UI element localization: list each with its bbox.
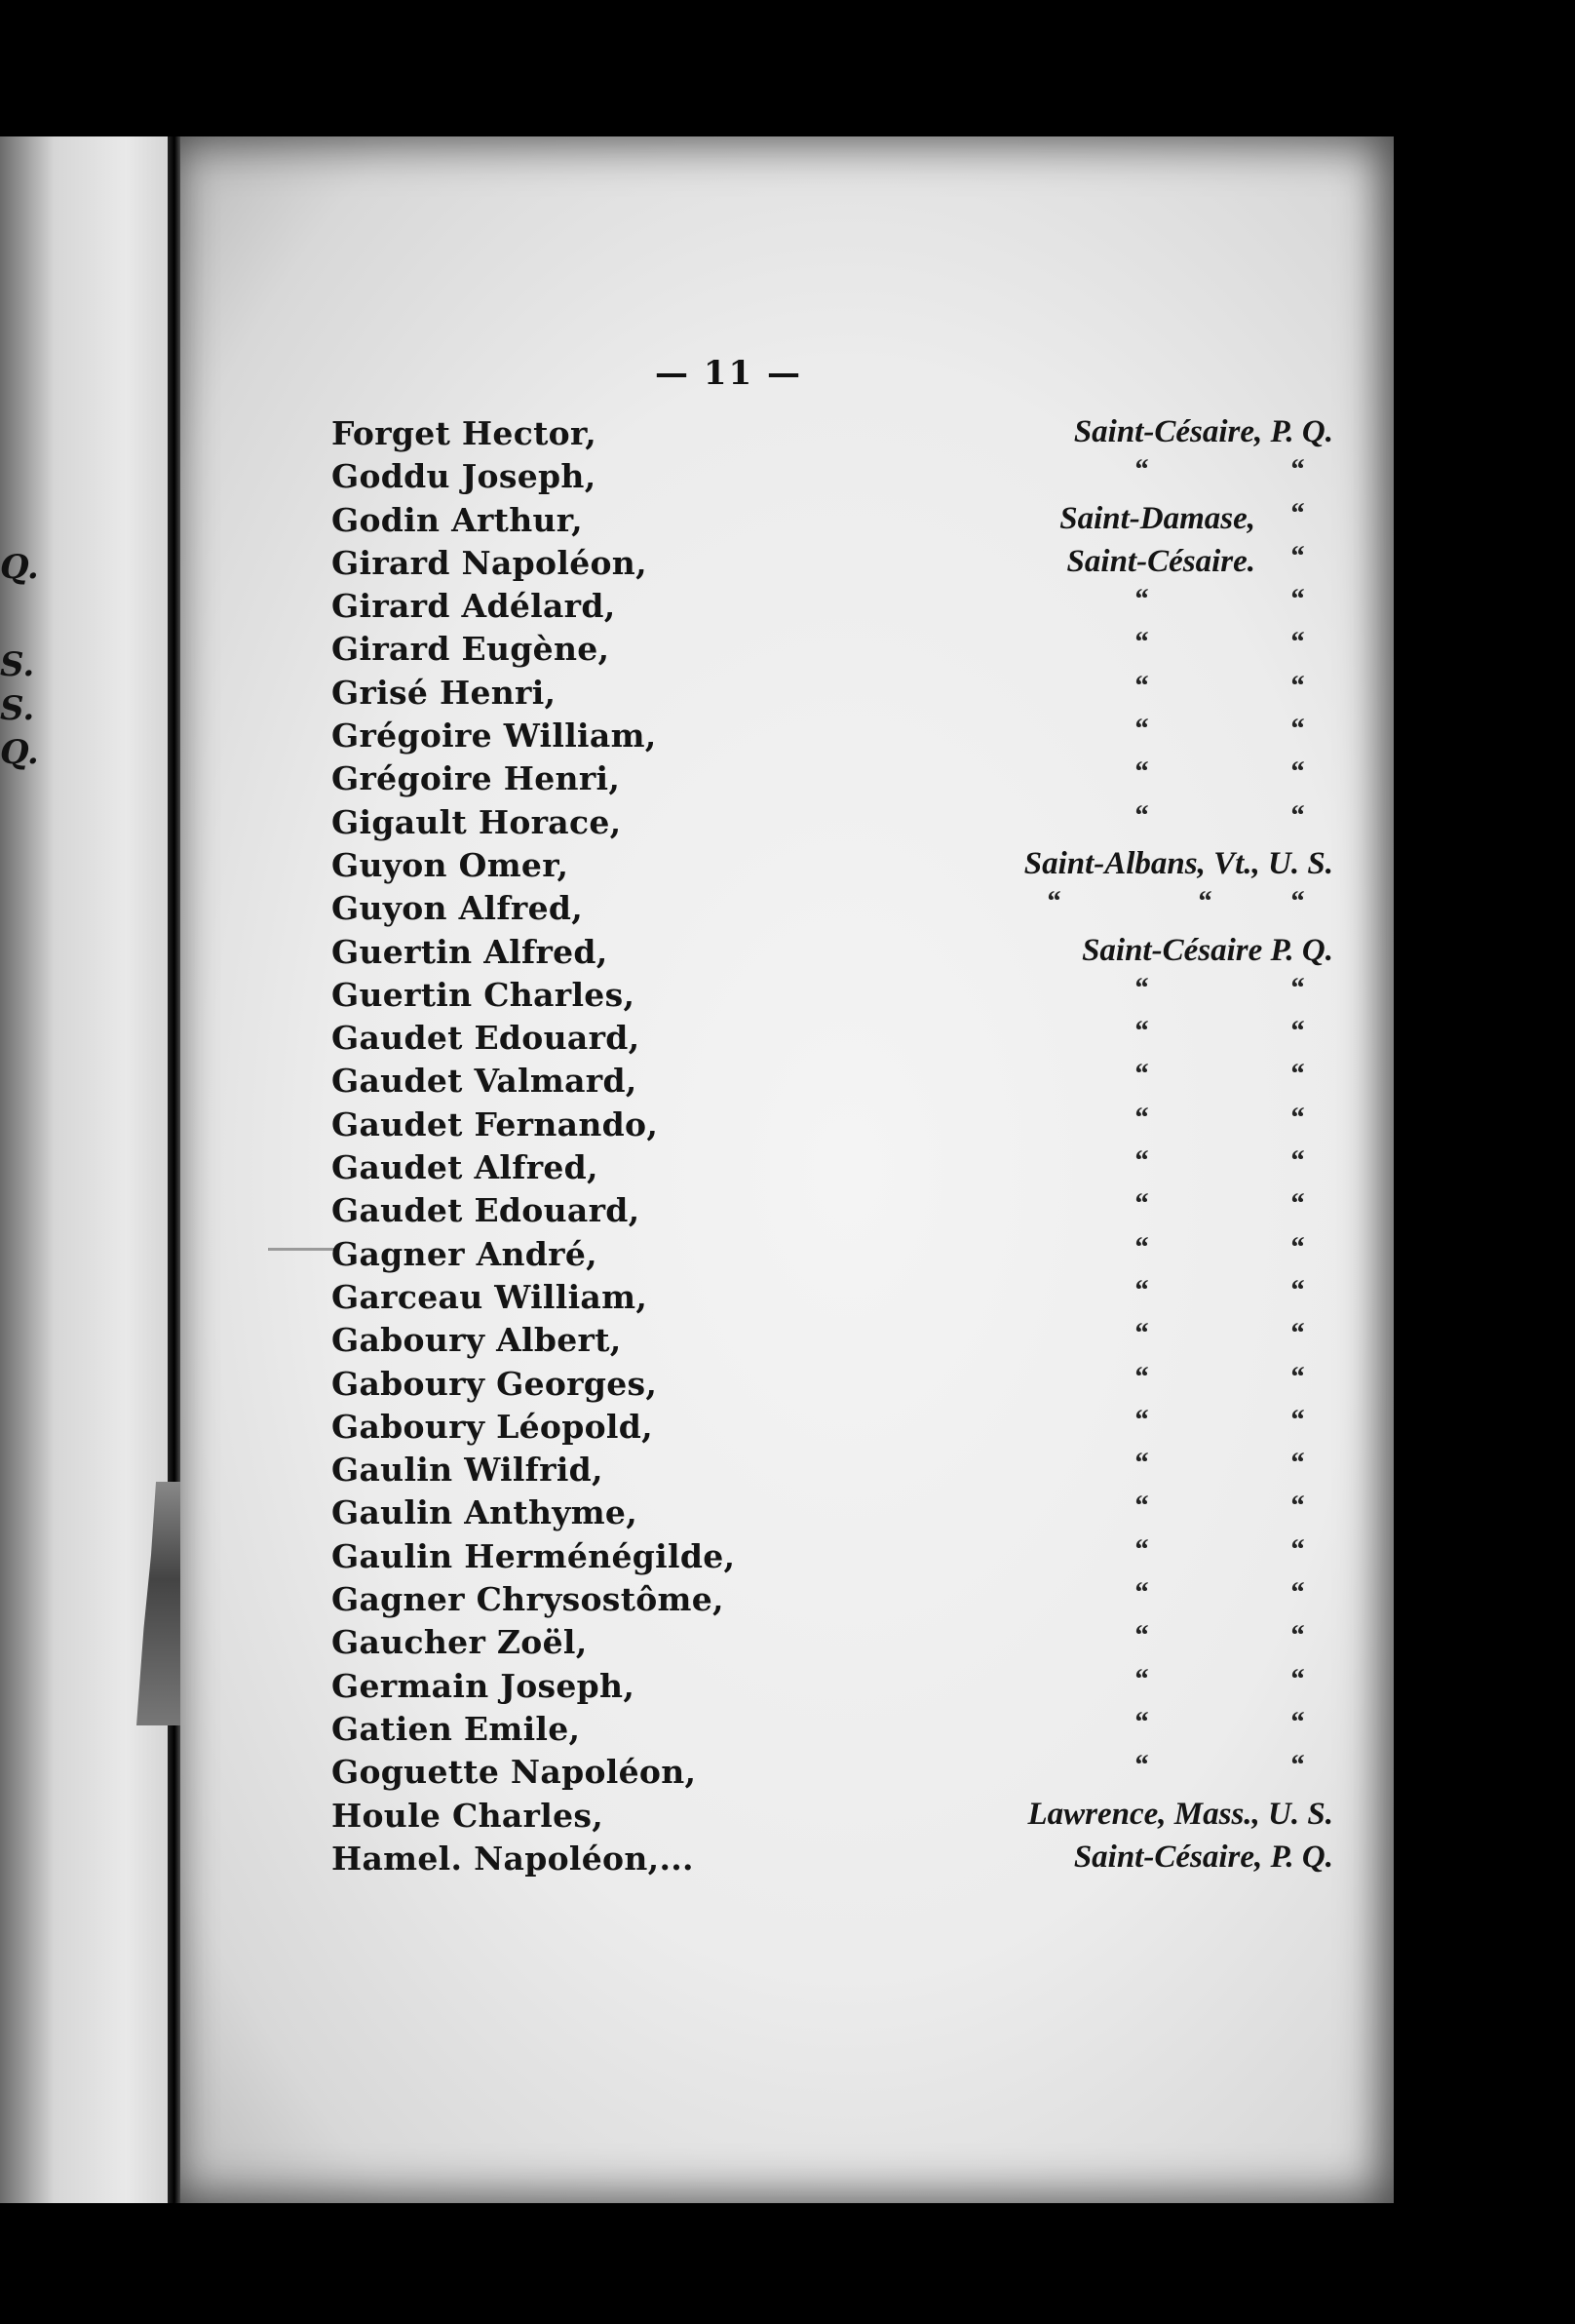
- entry-name: Grisé Henri,: [331, 673, 557, 712]
- ditto-mark: “: [1289, 1705, 1304, 1738]
- list-item: [180, 885, 1394, 932]
- ditto-mark: “: [1133, 1403, 1148, 1436]
- list-item: [180, 1360, 1394, 1408]
- entry-name: Gaulin Anthyme,: [331, 1493, 638, 1532]
- entry-name: Gagner André,: [331, 1234, 597, 1273]
- left-margin-fragment: Q.: [0, 733, 39, 772]
- ditto-mark: “: [1133, 713, 1148, 746]
- left-page-edge: [0, 136, 180, 2203]
- entry-name: Gatien Emile,: [331, 1709, 581, 1748]
- ditto-mark: “: [1133, 1187, 1148, 1220]
- ditto-mark: “: [1133, 1447, 1148, 1480]
- list-item: [180, 1058, 1394, 1104]
- ditto-mark: “: [1289, 1317, 1304, 1350]
- ditto-mark: “: [1289, 626, 1304, 659]
- list-item: [180, 755, 1394, 802]
- entry-place-text: Lawrence, Mass., U. S.: [1027, 1796, 1333, 1832]
- entry-name: Grégoire Henri,: [331, 759, 621, 798]
- left-margin-fragment: S.: [0, 689, 35, 728]
- ditto-mark: “: [1289, 669, 1304, 702]
- left-margin-fragment: S.: [0, 645, 35, 684]
- entry-name: Guertin Charles,: [331, 975, 635, 1014]
- ditto-mark: “: [1133, 453, 1148, 486]
- entry-name: Gagner Chrysostôme,: [331, 1580, 724, 1619]
- entry-name: Grégoire William,: [331, 717, 657, 755]
- ditto-mark: “: [1289, 1447, 1304, 1480]
- list-item: [180, 1840, 1394, 1882]
- entry-name: Forget Hector,: [331, 414, 597, 452]
- entry-place-text: Saint-Césaire.: [1066, 543, 1255, 579]
- ditto-mark: “: [1289, 1662, 1304, 1695]
- ditto-mark: “: [1289, 539, 1304, 572]
- entry-name: Garceau William,: [331, 1277, 648, 1316]
- list-item: [180, 1532, 1394, 1580]
- list-item: [180, 1187, 1394, 1234]
- ditto-mark: “: [1133, 1317, 1148, 1350]
- ditto-mark: “: [1289, 713, 1304, 746]
- entry-place-text: Saint-Albans, Vt., U. S.: [1023, 845, 1333, 881]
- ditto-mark: “: [1133, 1576, 1148, 1609]
- entry-name: Goguette Napoléon,: [331, 1753, 697, 1792]
- entry-name: Gigault Horace,: [331, 802, 622, 841]
- entry-name: Girard Eugène,: [331, 630, 610, 669]
- list-item: [180, 1144, 1394, 1191]
- name-list: [180, 414, 1394, 1882]
- ditto-mark: “: [1133, 1705, 1148, 1738]
- entry-name: Gaudet Fernando,: [331, 1104, 659, 1143]
- list-item: [180, 1015, 1394, 1062]
- ditto-mark: “: [1133, 669, 1148, 702]
- list-item: [180, 713, 1394, 759]
- ditto-mark: “: [1289, 1230, 1304, 1263]
- ditto-mark: “: [1133, 626, 1148, 659]
- entry-name: Gaudet Edouard,: [331, 1019, 640, 1058]
- ditto-mark: “: [1289, 453, 1304, 486]
- ditto-mark: “: [1133, 1058, 1148, 1091]
- entry-name: Gaboury Georges,: [331, 1364, 658, 1403]
- entry-name: Germain Joseph,: [331, 1666, 635, 1705]
- ditto-mark: “: [1289, 1015, 1304, 1048]
- list-item: [180, 1490, 1394, 1536]
- entry-place-text: Saint-Césaire P. Q.: [1082, 932, 1333, 968]
- page-number: — 11 —: [655, 354, 802, 393]
- list-item: [180, 846, 1394, 889]
- list-item: [180, 583, 1394, 630]
- page: [180, 136, 1394, 2203]
- ditto-mark: “: [1289, 583, 1304, 616]
- list-item: [180, 1447, 1394, 1493]
- ditto-mark: “: [1133, 1532, 1148, 1566]
- ditto-mark: “: [1133, 798, 1148, 832]
- ditto-mark: “: [1133, 1360, 1148, 1393]
- list-item: [180, 453, 1394, 500]
- list-item: [180, 1403, 1394, 1451]
- entry-place-text: Saint-Damase,: [1059, 500, 1255, 536]
- ditto-mark: “: [1289, 755, 1304, 789]
- entry-place-text: Saint-Césaire, P. Q.: [1073, 1839, 1333, 1875]
- ditto-mark: “: [1289, 1619, 1304, 1652]
- entry-name: Guyon Omer,: [331, 845, 569, 884]
- ditto-mark: “: [1133, 971, 1148, 1004]
- list-item: [180, 1101, 1394, 1148]
- list-item: [180, 669, 1394, 717]
- entry-name: Goddu Joseph,: [331, 457, 596, 496]
- ditto-mark: “: [1197, 885, 1211, 918]
- entry-name: Girard Napoléon,: [331, 543, 647, 582]
- ditto-mark: “: [1133, 583, 1148, 616]
- ditto-mark: “: [1289, 1058, 1304, 1091]
- list-item: [180, 414, 1394, 457]
- ditto-mark: “: [1289, 496, 1304, 529]
- list-item: [180, 496, 1394, 544]
- list-item: [180, 1662, 1394, 1710]
- entry-name: Gaulin Wilfrid,: [331, 1451, 603, 1490]
- entry-name: Guyon Alfred,: [331, 889, 584, 928]
- entry-name: Gaboury Albert,: [331, 1321, 622, 1360]
- entry-name: Gaudet Edouard,: [331, 1191, 640, 1230]
- list-item: [180, 933, 1394, 976]
- ditto-mark: “: [1133, 755, 1148, 789]
- list-item: [180, 798, 1394, 846]
- ditto-mark: “: [1133, 1230, 1148, 1263]
- ditto-mark: “: [1133, 1749, 1148, 1782]
- list-item: [180, 1576, 1394, 1623]
- ditto-mark: “: [1289, 971, 1304, 1004]
- entry-name: Girard Adélard,: [331, 587, 616, 626]
- ditto-mark: “: [1289, 1273, 1304, 1306]
- list-item: [180, 1317, 1394, 1364]
- entry-name: Gaboury Léopold,: [331, 1407, 653, 1446]
- ditto-mark: “: [1289, 885, 1304, 918]
- ditto-mark: “: [1289, 1749, 1304, 1782]
- list-item: [180, 1797, 1394, 1840]
- entry-name: Houle Charles,: [331, 1796, 604, 1835]
- entry-name: Gaudet Alfred,: [331, 1148, 598, 1187]
- list-item: [180, 1273, 1394, 1321]
- ditto-mark: “: [1289, 1360, 1304, 1393]
- ditto-mark: “: [1289, 1576, 1304, 1609]
- ditto-mark: “: [1289, 798, 1304, 832]
- ditto-mark: “: [1133, 1015, 1148, 1048]
- book-gutter: [168, 136, 181, 2203]
- entry-name: Guertin Alfred,: [331, 932, 608, 971]
- list-item: [180, 1619, 1394, 1666]
- ditto-mark: “: [1289, 1532, 1304, 1566]
- list-item: [180, 1705, 1394, 1753]
- ditto-mark: “: [1289, 1490, 1304, 1523]
- entry-name: Godin Arthur,: [331, 500, 583, 539]
- entry-name: Gaudet Valmard,: [331, 1062, 637, 1101]
- ditto-mark: “: [1046, 885, 1060, 918]
- ditto-mark: “: [1133, 1273, 1148, 1306]
- ditto-mark: “: [1133, 1490, 1148, 1523]
- list-item: [180, 539, 1394, 587]
- entry-name: Gaulin Herménégilde,: [331, 1536, 736, 1575]
- ditto-mark: “: [1289, 1403, 1304, 1436]
- list-item: [180, 1749, 1394, 1796]
- ditto-mark: “: [1289, 1101, 1304, 1134]
- ditto-mark: “: [1133, 1662, 1148, 1695]
- entry-name: Hamel. Napoléon,...: [331, 1839, 694, 1878]
- ditto-mark: “: [1289, 1187, 1304, 1220]
- ditto-mark: “: [1133, 1144, 1148, 1178]
- entry-place-text: Saint-Césaire, P. Q.: [1073, 414, 1333, 449]
- left-margin-fragment: Q.: [0, 548, 39, 587]
- list-item: [180, 971, 1394, 1019]
- list-item: [180, 1230, 1394, 1278]
- ditto-mark: “: [1133, 1101, 1148, 1134]
- ditto-mark: “: [1133, 1619, 1148, 1652]
- entry-name: Gaucher Zoël,: [331, 1623, 588, 1662]
- ditto-mark: “: [1289, 1144, 1304, 1178]
- list-item: [180, 626, 1394, 673]
